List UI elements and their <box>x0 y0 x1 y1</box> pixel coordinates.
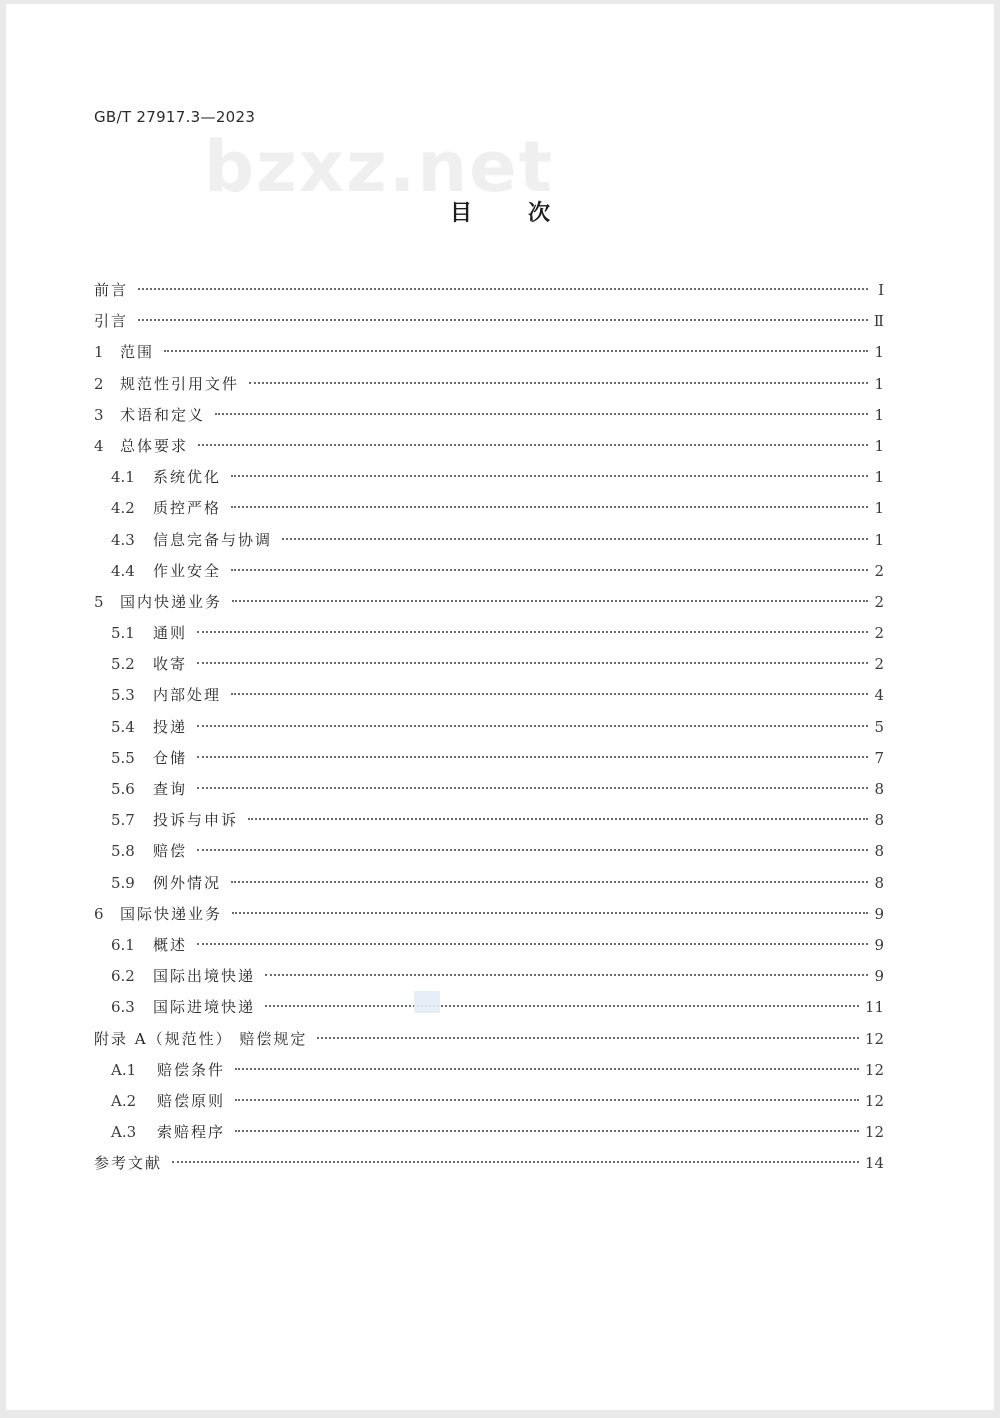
toc-entry[interactable] <box>94 431 884 462</box>
toc-entry-label: 引言 <box>94 312 129 331</box>
toc-dot-leader <box>138 319 868 321</box>
toc-entry-label: 参考文献 <box>94 1154 163 1173</box>
toc-dot-leader <box>197 662 868 664</box>
toc-entry-label: 赔偿条件 <box>157 1060 226 1079</box>
toc-entry[interactable] <box>94 493 884 524</box>
toc-entry-number: 2 <box>94 374 104 393</box>
toc-entry-page-number: 5 <box>874 717 884 736</box>
toc-entry[interactable] <box>94 774 884 805</box>
toc-entry[interactable] <box>94 743 884 774</box>
toc-dot-leader <box>231 475 868 477</box>
toc-entry-label: 例外情况 <box>153 873 222 892</box>
toc-dot-leader <box>198 444 868 446</box>
toc-entry-label: 仓储 <box>153 748 188 767</box>
standard-code: GB/T 27917.3—2023 <box>94 108 256 126</box>
toc-entry[interactable] <box>94 1086 884 1117</box>
toc-entry[interactable] <box>94 805 884 836</box>
toc-entry-label: 赔偿 <box>153 842 188 861</box>
toc-entry-label: 投诉与申诉 <box>153 811 239 830</box>
toc-entry-page-number: 12 <box>864 1060 884 1079</box>
toc-entry-number: A.2 <box>111 1091 137 1110</box>
toc-entry-label: 质控严格 <box>153 499 222 518</box>
toc-entry[interactable] <box>94 961 884 992</box>
toc-entry[interactable] <box>94 369 884 400</box>
toc-dot-leader <box>172 1161 859 1163</box>
toc-entry-label: 索赔程序 <box>157 1123 226 1142</box>
toc-entry-page-number: 2 <box>874 561 884 580</box>
toc-dot-leader <box>231 881 868 883</box>
toc-entry[interactable] <box>94 899 884 930</box>
toc-entry[interactable] <box>94 618 884 649</box>
toc-entry-page-number: 8 <box>874 811 884 830</box>
toc-entry-page-number: 8 <box>874 842 884 861</box>
toc-entry-label: 作业安全 <box>153 561 222 580</box>
toc-dot-leader <box>249 382 868 384</box>
toc-entry-page-number: Ⅰ <box>878 281 884 299</box>
toc-entry-label: 范围 <box>120 343 155 362</box>
toc-entry-label: 系统优化 <box>153 468 222 487</box>
toc-entry[interactable] <box>94 868 884 899</box>
toc-dot-leader <box>197 849 868 851</box>
toc-entry[interactable] <box>94 992 884 1023</box>
toc-dot-leader <box>231 506 868 508</box>
toc-entry-number: A.1 <box>111 1060 137 1079</box>
toc-entry-page-number: 2 <box>874 592 884 611</box>
toc-entry[interactable] <box>94 1055 884 1086</box>
toc-entry-label: 总体要求 <box>120 436 189 455</box>
toc-dot-leader <box>235 1130 859 1132</box>
toc-entry[interactable] <box>94 275 884 306</box>
toc-entry-label: 赔偿原则 <box>157 1091 226 1110</box>
toc-dot-leader <box>235 1099 859 1101</box>
toc-entry-page-number: 8 <box>874 873 884 892</box>
toc-dot-leader <box>235 1068 859 1070</box>
toc-entry-number: 6.1 <box>111 935 135 954</box>
toc-entry-number: 4.3 <box>111 530 135 549</box>
toc-dot-leader <box>232 600 868 602</box>
toc-entry-page-number: 12 <box>864 1123 884 1142</box>
toc-entry-number: 1 <box>94 343 104 362</box>
toc-entry-page-number: 2 <box>874 655 884 674</box>
toc-entry-label: 国际进境快递 <box>153 998 256 1017</box>
toc-dot-leader <box>317 1037 859 1039</box>
toc-dot-leader <box>231 569 868 571</box>
toc-entry-number: 3 <box>94 405 104 424</box>
toc-entry-page-number: 1 <box>874 468 884 487</box>
toc-entry-label: 规范性引用文件 <box>120 374 240 393</box>
toc-entry-label: 国际出境快递 <box>153 967 256 986</box>
toc-entry-number: 5.1 <box>111 624 135 643</box>
toc-entry-number: 4.2 <box>111 499 135 518</box>
toc-entry-label: 概述 <box>153 935 188 954</box>
toc-dot-leader <box>138 288 868 290</box>
table-of-contents <box>94 275 884 1179</box>
toc-entry-page-number: 14 <box>864 1154 884 1173</box>
toc-entry-number: 4.4 <box>111 561 135 580</box>
toc-entry-number: 5.7 <box>111 811 135 830</box>
toc-entry-number: 6.3 <box>111 998 135 1017</box>
toc-entry[interactable] <box>94 525 884 556</box>
toc-entry-number: 6.2 <box>111 967 135 986</box>
toc-entry[interactable] <box>94 649 884 680</box>
toc-entry-page-number: 11 <box>864 998 884 1017</box>
toc-entry-number: 5.2 <box>111 655 135 674</box>
toc-entry[interactable] <box>94 1117 884 1148</box>
toc-dot-leader <box>265 1005 859 1007</box>
toc-entry-label: 国内快递业务 <box>120 592 223 611</box>
toc-entry-number: 5.6 <box>111 780 135 798</box>
toc-entry[interactable] <box>94 712 884 743</box>
toc-entry-label: 投递 <box>153 717 188 736</box>
toc-entry-page-number: 7 <box>874 748 884 767</box>
toc-dot-leader <box>197 787 868 789</box>
toc-entry-page-number: 9 <box>874 935 884 954</box>
toc-entry[interactable] <box>94 1024 884 1055</box>
toc-entry[interactable] <box>94 587 884 618</box>
watermark: bzxz.net <box>204 126 555 208</box>
toc-entry-page-number: 2 <box>874 624 884 643</box>
toc-entry-label: 查询 <box>153 780 188 798</box>
toc-entry-page-number: 1 <box>874 343 884 362</box>
scan-artifact <box>414 991 440 1013</box>
toc-dot-leader <box>265 974 868 976</box>
toc-entry-page-number: 1 <box>874 530 884 549</box>
toc-dot-leader <box>197 756 868 758</box>
toc-entry-page-number: Ⅱ <box>873 312 884 331</box>
toc-entry[interactable] <box>94 400 884 431</box>
toc-entry-number: 5.8 <box>111 842 135 861</box>
toc-entry-label: 收寄 <box>153 655 188 674</box>
toc-dot-leader <box>231 693 868 695</box>
toc-entry-number: A.3 <box>111 1123 137 1142</box>
toc-entry-number: 4 <box>94 436 104 455</box>
toc-entry-number: 5.5 <box>111 748 135 767</box>
toc-entry-label: 通则 <box>153 624 188 643</box>
toc-dot-leader <box>197 943 868 945</box>
toc-entry-label: 附录 A（规范性） 赔偿规定 <box>94 1029 308 1048</box>
toc-entry-label: 国际快递业务 <box>120 904 223 923</box>
toc-dot-leader <box>248 818 868 820</box>
toc-dot-leader <box>282 538 868 540</box>
toc-entry[interactable] <box>94 462 884 493</box>
toc-entry-number: 4.1 <box>111 468 135 487</box>
toc-entry[interactable] <box>94 930 884 961</box>
toc-entry[interactable] <box>94 556 884 587</box>
toc-entry-page-number: 1 <box>874 499 884 518</box>
toc-entry[interactable] <box>94 836 884 867</box>
page-title: 目次 <box>449 201 606 226</box>
toc-dot-leader <box>197 725 868 727</box>
toc-entry-page-number: 1 <box>874 374 884 393</box>
toc-entry-page-number: 12 <box>864 1091 884 1110</box>
toc-entry-number: 5.3 <box>111 686 135 705</box>
toc-entry[interactable] <box>94 1148 884 1179</box>
toc-entry[interactable] <box>94 680 884 711</box>
toc-entry-number: 6 <box>94 904 104 923</box>
toc-entry-label: 前言 <box>94 281 129 299</box>
toc-entry-label: 内部处理 <box>153 686 222 705</box>
toc-entry[interactable] <box>94 337 884 368</box>
toc-entry-page-number: 4 <box>874 686 884 705</box>
toc-entry-number: 5.4 <box>111 717 135 736</box>
toc-entry-number: 5.9 <box>111 873 135 892</box>
toc-entry-number: 5 <box>94 592 104 611</box>
toc-dot-leader <box>215 413 868 415</box>
toc-entry[interactable] <box>94 306 884 337</box>
toc-entry-page-number: 1 <box>874 436 884 455</box>
toc-entry-page-number: 9 <box>874 967 884 986</box>
toc-entry-label: 信息完备与协调 <box>153 530 273 549</box>
document-page <box>6 4 994 1410</box>
toc-entry-label: 术语和定义 <box>120 405 206 424</box>
toc-entry-page-number: 9 <box>874 904 884 923</box>
toc-dot-leader <box>197 631 868 633</box>
toc-entry-page-number: 12 <box>864 1029 884 1048</box>
toc-entry-page-number: 8 <box>874 780 884 798</box>
toc-entry-page-number: 1 <box>874 405 884 424</box>
toc-dot-leader <box>164 350 868 352</box>
toc-dot-leader <box>232 912 868 914</box>
